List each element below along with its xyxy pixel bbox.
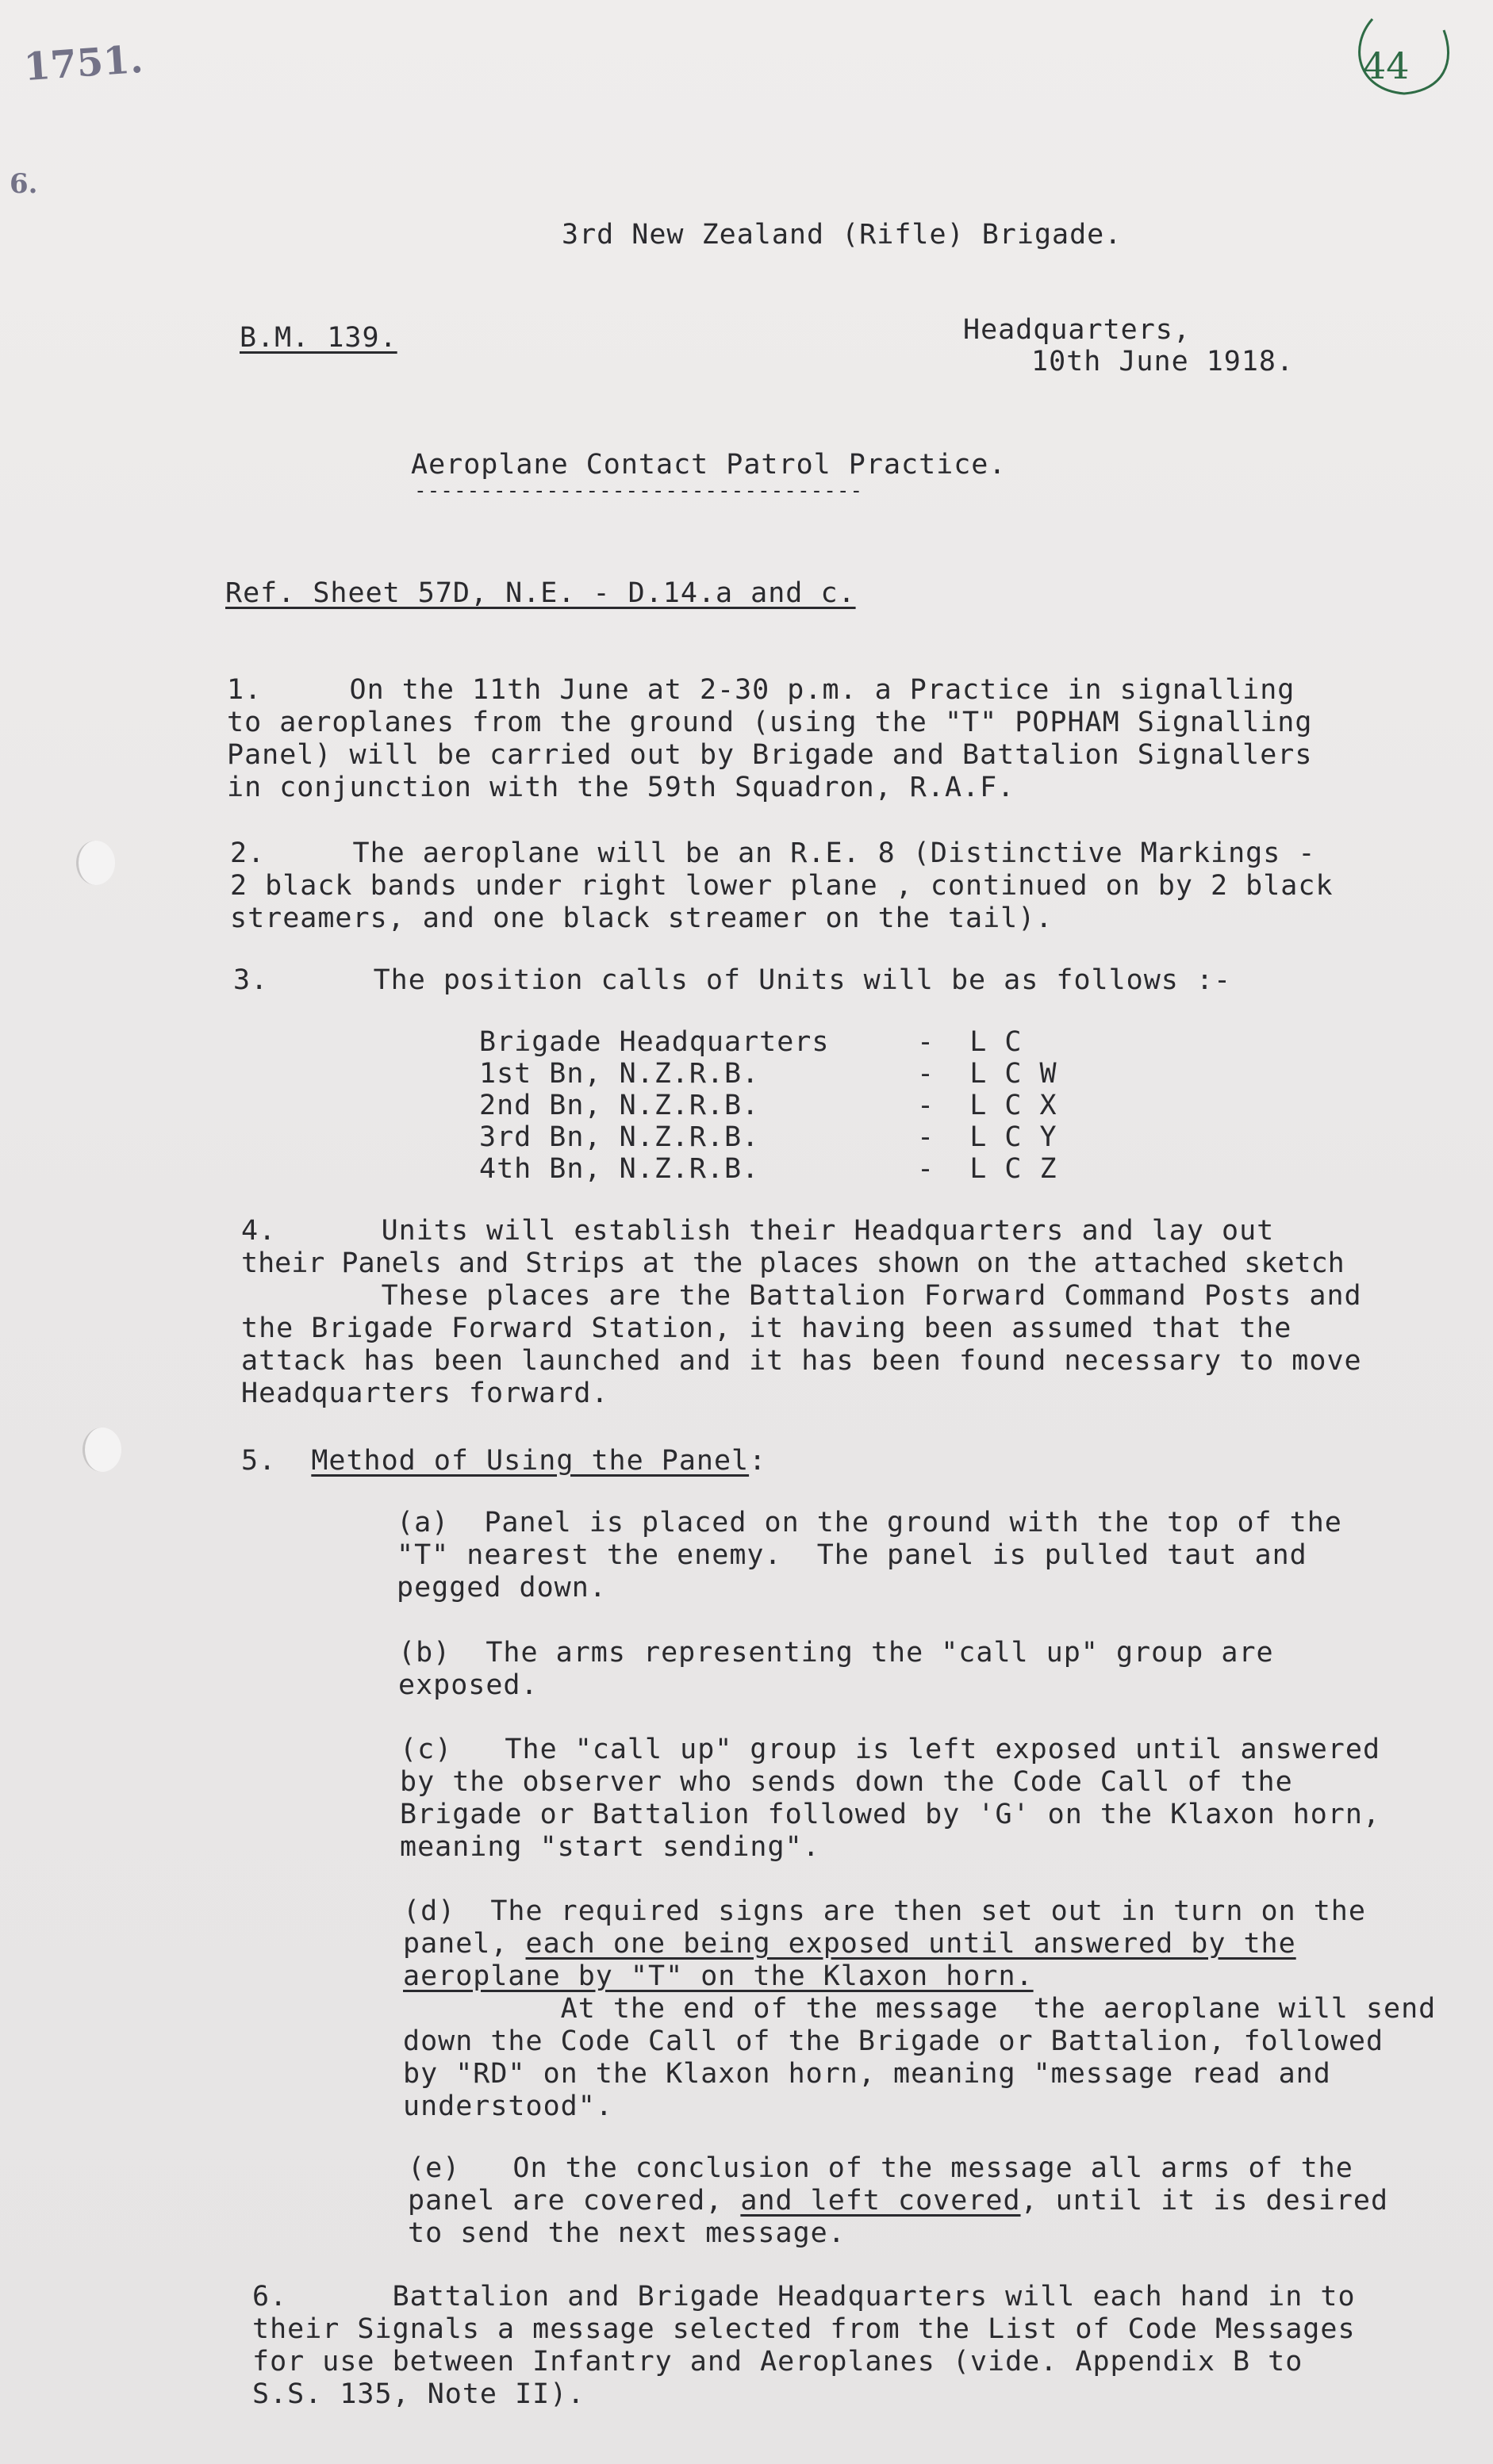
text-line: pegged down.	[397, 1572, 607, 1604]
text-line: S.S. 135, Note II).	[252, 2378, 585, 2410]
paragraph-5-heading	[241, 1445, 766, 1477]
text-plain: panel are covered,	[408, 2185, 741, 2217]
punch-hole-1	[76, 841, 115, 885]
title-rule: ----------------------------------	[414, 479, 864, 503]
memo-location: Headquarters,	[963, 314, 1191, 346]
text-line	[408, 2185, 1388, 2217]
text-line: to send the next message.	[408, 2217, 846, 2249]
pencil-mark: 6.	[10, 168, 38, 200]
unit-name: Brigade Headquarters	[479, 1026, 830, 1058]
text-line: 2 black bands under right lower plane , continued on by 2 black	[230, 870, 1334, 902]
unit-name: 1st Bn, N.Z.R.B.	[479, 1058, 760, 1090]
text-plain: , until it is desired	[1020, 2185, 1389, 2217]
text-line: These places are the Battalion Forward Command Posts and	[241, 1280, 1362, 1312]
text-line: 4. Units will establish their Headquarters and lay out	[241, 1215, 1275, 1247]
unit-name: 2nd Bn, N.Z.R.B.	[479, 1090, 760, 1121]
text-line: exposed.	[398, 1669, 539, 1701]
section-colon: :	[749, 1445, 767, 1477]
text-line: Panel) will be carried out by Brigade and Battalion Signallers	[227, 739, 1313, 771]
text-line: understood".	[403, 2090, 613, 2122]
text-underlined: each one being exposed until answered by the	[525, 1928, 1296, 1960]
text-line: 1. On the 11th June at 2-30 p.m. a Practice in signalling	[227, 674, 1295, 706]
section-title: Method of Using the Panel	[311, 1445, 750, 1477]
unit-call: - L C X	[917, 1090, 1057, 1121]
text-plain: panel,	[403, 1928, 526, 1960]
page-number	[1349, 14, 1460, 102]
text-line: the Brigade Forward Station, it having been assumed that the	[241, 1312, 1292, 1344]
unit-call: - L C W	[917, 1058, 1057, 1090]
text-line: for use between Infantry and Aeroplanes (vide. Appendix B to	[252, 2346, 1303, 2378]
text-line: streamers, and one black streamer on the tail).	[230, 902, 1054, 934]
text-line: Headquarters forward.	[241, 1378, 609, 1409]
text-line: (d) The required signs are then set out in turn on the	[403, 1895, 1366, 1927]
map-reference: Ref. Sheet 57D, N.E. - D.14.a and c.	[225, 577, 856, 609]
archive-number: 1751.	[22, 36, 145, 90]
text-line: their Panels and Strips at the places shown on the attached sketch	[241, 1247, 1345, 1279]
section-number: 5.	[241, 1445, 277, 1477]
memo-date: 10th June 1918.	[1031, 346, 1295, 377]
text-line: (e) On the conclusion of the message all arms of the	[408, 2152, 1353, 2184]
text-line: (c) The "call up" group is left exposed until answered	[400, 1734, 1381, 1765]
unit-call: - L C Z	[917, 1153, 1057, 1185]
text-line: (a) Panel is placed on the ground with the top of the	[397, 1507, 1342, 1539]
text-line: At the end of the message the aeroplane will send	[403, 1993, 1437, 2025]
punch-hole-2	[83, 1427, 121, 1472]
text-line: Brigade or Battalion followed by 'G' on the Klaxon horn,	[400, 1799, 1381, 1830]
unit-name: 3rd Bn, N.Z.R.B.	[479, 1121, 760, 1153]
unit-name: 4th Bn, N.Z.R.B.	[479, 1153, 760, 1185]
text-line: by "RD" on the Klaxon horn, meaning "message read and	[403, 2058, 1331, 2090]
unit-call: - L C	[917, 1026, 1023, 1058]
text-line: 2. The aeroplane will be an R.E. 8 (Distinctive Markings -	[230, 837, 1316, 869]
text-line: 6. Battalion and Brigade Headquarters will each hand in to	[252, 2281, 1356, 2313]
text-line: their Signals a message selected from the List of Code Messages	[252, 2313, 1356, 2345]
text-line: to aeroplanes from the ground (using the "T" POPHAM Signalling	[227, 707, 1313, 738]
unit-call: - L C Y	[917, 1121, 1057, 1153]
paragraph-3-intro: 3. The position calls of Units will be as follows :-	[233, 964, 1232, 996]
text-line	[403, 1928, 1296, 1960]
text-line: meaning "start sending".	[400, 1831, 820, 1863]
memo-reference: B.M. 139.	[240, 322, 397, 354]
page-number-text: 44	[1363, 44, 1410, 87]
text-line-underlined: aeroplane by "T" on the Klaxon horn.	[403, 1960, 1034, 1992]
brigade-heading: 3rd New Zealand (Rifle) Brigade.	[562, 219, 1123, 251]
text-line: in conjunction with the 59th Squadron, R.A.F.	[227, 772, 1015, 803]
text-line: attack has been launched and it has been found necessary to move	[241, 1345, 1362, 1377]
text-underlined: and left covered	[740, 2185, 1021, 2217]
text-line: by the observer who sends down the Code Call of the	[400, 1766, 1293, 1798]
memo-title: Aeroplane Contact Patrol Practice.	[411, 449, 1007, 481]
text-line: "T" nearest the enemy. The panel is pulled taut and	[397, 1539, 1307, 1571]
text-line: down the Code Call of the Brigade or Battalion, followed	[403, 2025, 1384, 2057]
text-line: (b) The arms representing the "call up" group are	[398, 1637, 1274, 1669]
